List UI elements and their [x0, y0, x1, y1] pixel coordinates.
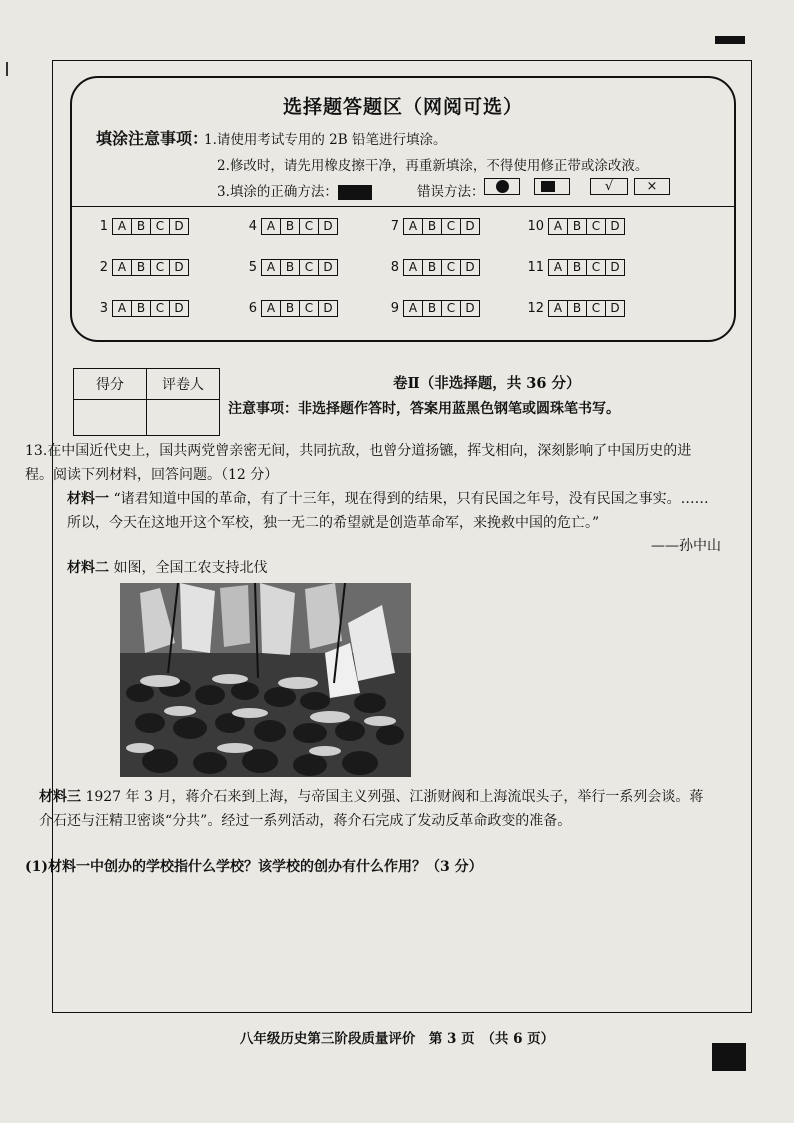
question-number: 8	[390, 260, 399, 275]
option-bubble[interactable]: D	[174, 219, 184, 233]
option-bubble[interactable]: A	[262, 260, 281, 275]
scan-mark-left	[6, 62, 8, 76]
option-bubble[interactable]: A	[549, 260, 568, 275]
option-bubble[interactable]: B	[568, 260, 587, 275]
option-bubble[interactable]: B	[281, 301, 300, 316]
choice-question	[88, 300, 189, 317]
choice-question	[379, 300, 480, 317]
option-bubble[interactable]: D	[174, 260, 184, 274]
option-bubble[interactable]: C	[300, 219, 319, 234]
option-bubble[interactable]: B	[568, 301, 587, 316]
fill-notes-label: 填涂注意事项：	[96, 129, 209, 148]
option-bubble[interactable]: B	[281, 219, 300, 234]
question-number: 2	[99, 260, 108, 275]
material-1-text: “诸君知道中国的革命，有了十三年，现在得到的结果，只有民国之年号，没有民国之事实。……所以，今天在这地开这个军校，独一无二的希望就是创造革命军，来挽救中国的危亡。”	[67, 491, 709, 531]
choice-question	[88, 218, 189, 235]
choice-question	[237, 218, 338, 235]
option-group	[261, 259, 338, 276]
option-bubble[interactable]: A	[113, 219, 132, 234]
registration-mark-top	[715, 36, 745, 44]
registration-mark-bottom	[712, 1043, 746, 1071]
material-2-label: 材料二	[67, 560, 109, 576]
choice-question	[524, 300, 625, 317]
wrong-sample-cross: ×	[634, 178, 670, 195]
material-1-source: ——孙中山	[651, 538, 721, 554]
grader-cell[interactable]	[147, 400, 220, 436]
question-number: 11	[527, 260, 544, 275]
option-bubble[interactable]: D	[174, 301, 184, 315]
option-bubble[interactable]: C	[300, 260, 319, 275]
option-bubble[interactable]: D	[323, 260, 333, 274]
material-3	[39, 785, 715, 833]
answer-space[interactable]	[53, 891, 751, 1011]
question-number: 12	[527, 301, 544, 316]
option-bubble[interactable]: A	[404, 219, 423, 234]
option-group	[261, 300, 338, 317]
choice-question	[237, 259, 338, 276]
option-group	[403, 300, 480, 317]
dot-mark-icon	[496, 180, 509, 193]
volume2-note: 注意事项：非选择题作答时，答案用蓝黑色钢笔或圆珠笔书写。	[228, 401, 620, 417]
option-bubble[interactable]: A	[262, 301, 281, 316]
option-bubble[interactable]: B	[568, 219, 587, 234]
answer-sheet-frame	[25, 60, 752, 1013]
choice-question	[524, 259, 625, 276]
material-1	[67, 487, 717, 535]
option-group	[548, 300, 625, 317]
option-bubble[interactable]: D	[323, 219, 333, 233]
option-bubble[interactable]: D	[465, 260, 475, 274]
option-bubble[interactable]: D	[610, 260, 620, 274]
option-bubble[interactable]: B	[132, 219, 151, 234]
question-number: 9	[390, 301, 399, 316]
option-bubble[interactable]: A	[113, 260, 132, 275]
question-number: 3	[99, 301, 108, 316]
option-bubble[interactable]: B	[423, 219, 442, 234]
option-bubble[interactable]: C	[587, 301, 606, 316]
option-bubble[interactable]: B	[423, 260, 442, 275]
option-bubble[interactable]: C	[442, 301, 461, 316]
option-bubble[interactable]: A	[549, 219, 568, 234]
volume2-title: 卷Ⅱ（非选择题，共 36 分）	[393, 375, 581, 392]
material-3-text: 1927 年 3 月，蒋介石来到上海，与帝国主义列强、江浙财阀和上海流氓头子，举行一系列会谈。蒋介石还与汪精卫密谈“分共”。经过一系列活动，蒋介石完成了发动反革命政变的准备。	[39, 789, 704, 829]
wrong-sample-dot	[484, 178, 520, 195]
option-group	[112, 300, 189, 317]
northern-expedition-photo	[120, 583, 411, 777]
fill-note-3	[217, 180, 372, 200]
question-number: 5	[248, 260, 257, 275]
option-bubble[interactable]: B	[281, 260, 300, 275]
choice-question	[524, 218, 625, 235]
option-bubble[interactable]: C	[300, 301, 319, 316]
question-number: 4	[248, 219, 257, 234]
option-bubble[interactable]: A	[262, 219, 281, 234]
option-bubble[interactable]: C	[442, 260, 461, 275]
correct-method-label: 3.填涂的正确方法：	[217, 184, 338, 200]
material-1-label: 材料一	[67, 491, 109, 507]
score-header: 得分	[74, 369, 147, 400]
option-bubble[interactable]: A	[404, 301, 423, 316]
half-fill-icon	[541, 181, 555, 192]
option-bubble[interactable]: D	[323, 301, 333, 315]
option-group	[112, 218, 189, 235]
question-number: 1	[99, 219, 108, 234]
option-bubble[interactable]: C	[151, 301, 170, 316]
option-group	[112, 259, 189, 276]
option-bubble[interactable]: C	[587, 219, 606, 234]
option-bubble[interactable]: B	[132, 260, 151, 275]
option-bubble[interactable]: D	[610, 219, 620, 233]
option-bubble[interactable]: A	[404, 260, 423, 275]
option-group	[403, 218, 480, 235]
option-group	[261, 218, 338, 235]
wrong-method-label: 错误方法：	[417, 184, 485, 200]
choice-answer-area	[70, 76, 736, 342]
option-bubble[interactable]: D	[465, 301, 475, 315]
page-footer: 八年级历史第三阶段质量评价 第 3 页 （共 6 页）	[239, 1031, 555, 1047]
crowd-photo-illustration	[120, 583, 411, 777]
choice-divider	[72, 206, 734, 207]
option-bubble[interactable]: C	[587, 260, 606, 275]
option-bubble[interactable]: C	[151, 219, 170, 234]
choice-question	[379, 259, 480, 276]
choice-question	[379, 218, 480, 235]
wrong-sample-half	[534, 178, 570, 195]
option-group	[548, 218, 625, 235]
option-bubble[interactable]: A	[113, 301, 132, 316]
choice-question	[88, 259, 189, 276]
score-cell[interactable]	[74, 400, 147, 436]
question-number: 10	[527, 219, 544, 234]
material-2-text: 如图，全国工农支持北伐	[113, 560, 268, 576]
wrong-sample-check: √	[590, 178, 628, 195]
option-bubble[interactable]: A	[549, 301, 568, 316]
score-table	[73, 368, 220, 436]
option-bubble[interactable]: C	[151, 260, 170, 275]
question-number: 7	[390, 219, 399, 234]
correct-fill-sample	[338, 185, 372, 200]
option-group	[548, 259, 625, 276]
fill-note-2: 2.修改时，请先用橡皮擦干净，再重新填涂，不得使用修正带或涂改液。	[217, 158, 649, 174]
option-group	[403, 259, 480, 276]
material-2	[67, 556, 267, 580]
grader-header: 评卷人	[147, 369, 220, 400]
fill-note-1: 1.请使用考试专用的 2B 铅笔进行填涂。	[204, 132, 447, 148]
option-bubble[interactable]: D	[465, 219, 475, 233]
material-3-label: 材料三	[39, 789, 81, 805]
sub-question-1: (1)材料一中创办的学校指什么学校？该学校的创办有什么作用？（3 分）	[25, 859, 483, 875]
question-13-stem: 13.在中国近代史上，国共两党曾亲密无间，共同抗敌，也曾分道扬镳，挥戈相向，深刻影响了中国历史的进程。阅读下列材料，回答问题。（12 分）	[25, 443, 692, 483]
question-number: 6	[248, 301, 257, 316]
option-bubble[interactable]: B	[423, 301, 442, 316]
option-bubble[interactable]: D	[610, 301, 620, 315]
option-bubble[interactable]: C	[442, 219, 461, 234]
option-bubble[interactable]: B	[132, 301, 151, 316]
choice-area-title: 选择题答题区（网阅可选）	[282, 96, 523, 118]
choice-question	[237, 300, 338, 317]
